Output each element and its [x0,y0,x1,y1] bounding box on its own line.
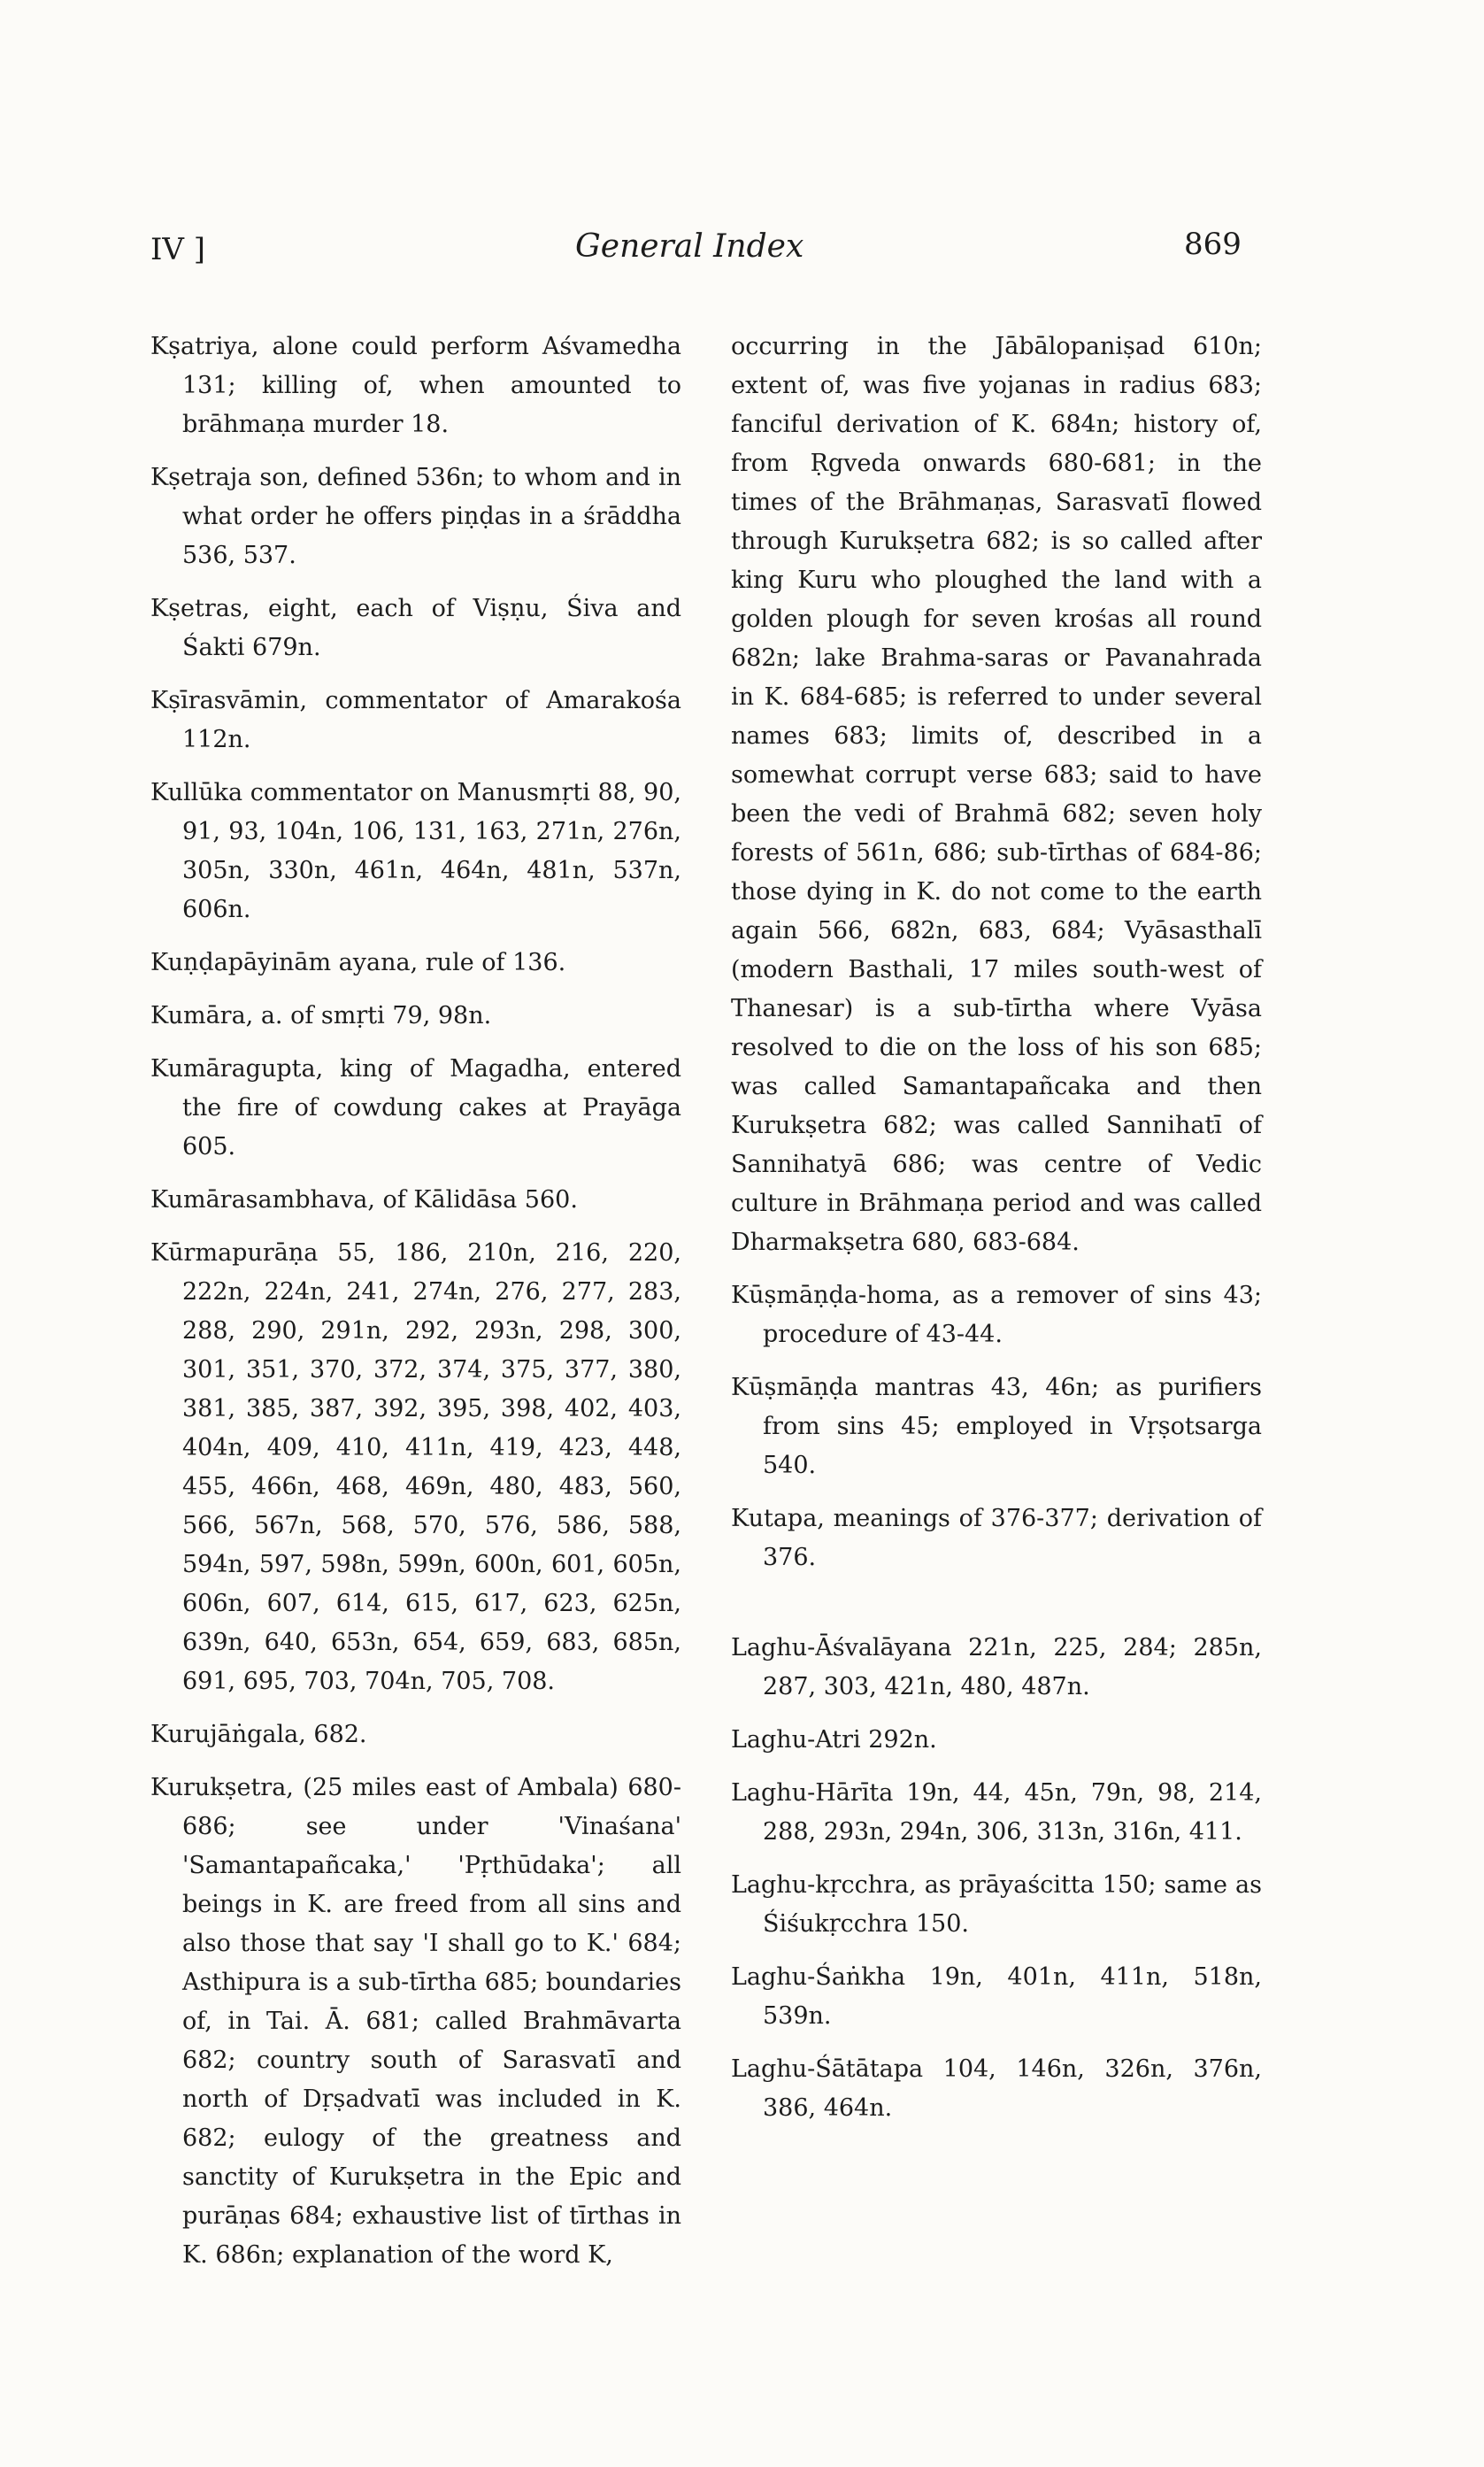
index-entry: Laghu-Śātātapa 104, 146n, 326n, 376n, 386, 464n. [731,2055,1262,2122]
index-entry: Kṣīrasvāmin, commentator of Amarakośa 112n. [150,687,681,753]
index-entry: Kūrmapurāṇa 55, 186, 210n, 216, 220, 222n, 224n, 241, 274n, 276, 277, 283, 288, 290, 291n, 292, 293n, 298, 300, 301, 351, 370, 372, 374, 375, 377, 380, 381, 385, 387, 392, 395, 398, 402, 403, 404n, 409, 410, 411n, 419, 423, 448, 455, 466n, 468, 469n, 480, 483, 560, 566, 567n, 568, 570, 576, 586, 588, 594n, 597, 598n, 599n, 600n, 601, 605n, 606n, 607, 614, 615, 617, 623, 625n, 639n, 640, 653n, 654, 659, 683, 685n, 691, 695, 703, 704n, 705, 708. [150,1239,681,1695]
page-number: 869 [1184,227,1242,262]
index-entry: Kūṣmāṇḍa-homa, as a remover of sins 43; procedure of 43-44. [731,1282,1262,1348]
index-entry: Laghu-Āśvalāyana 221n, 225, 284; 285n, 287, 303, 421n, 480, 487n. [731,1634,1262,1700]
index-entry: Kṣatriya, alone could perform Aśvamedha 131; killing of, when amounted to brāhmaṇa murder 18. [150,333,681,438]
index-entry: Laghu-kṛcchra, as prāyaścitta 150; same as Śiśukṛcchra 150. [731,1871,1262,1938]
index-entry: Kullūka commentator on Manusmṛti 88, 90, 91, 93, 104n, 106, 131, 163, 271n, 276n, 305n, 330n, 461n, 464n, 481n, 537n, 606n. [150,779,681,923]
index-entry: Kumāra, a. of smṛti 79, 98n. [150,1002,492,1029]
running-title: General Index [575,228,804,265]
index-entry: Kṣetras, eight, each of Viṣṇu, Śiva and Śakti 679n. [150,595,681,661]
page-header [0,221,1484,274]
index-entry-continued: occurring in the Jābālopaniṣad 610n; extent of, was five yojanas in radius 683; fanciful derivation of K. 684n; history of, from Ṛgveda onwards 680-681; in the times of the Brāhmaṇas, Sarasvatī flowed through Kurukṣetra 682; is so called after king Kuru who ploughed the land with a golden plough for seven krośas all round 682n; lake Brahma-saras or Pavanahrada in K. 684-685; is referred to under several names 683; limits of, described in a somewhat corrupt verse 683; said to have been the vedi of Brahmā 682; seven holy forests of 561n, 686; sub-tīrthas of 684-86; those dying in K. do not come to the earth again 566, 682n, 683, 684; Vyāsasthalī (modern Basthali, 17 miles south-west of Thanesar) is a sub-tīrtha where Vyāsa resolved to die on the loss of his son 685; was called Samantapañcaka and then Kurukṣetra 682; was called Sannihatī of Sannihatyā 686; was centre of Vedic culture in Brāhmaṇa period and was called Dharmakṣetra 680, 683-684. [731,333,1262,1256]
right-column [731,328,1262,2142]
index-entry: Laghu-Atri 292n. [731,1726,937,1754]
index-entry: Kūṣmāṇḍa mantras 43, 46n; as purifiers from sins 45; employed in Vṛṣotsarga 540. [731,1374,1262,1479]
index-entry: Laghu-Hārīta 19n, 44, 45n, 79n, 98, 214, 288, 293n, 294n, 306, 313n, 316n, 411. [731,1779,1262,1846]
chapter-marker: IV ] [150,232,206,267]
index-entry: Kuṇḍapāyinām ayana, rule of 136. [150,949,566,976]
index-entry: Laghu-Śaṅkha 19n, 401n, 411n, 518n, 539n. [731,1963,1262,2030]
index-entry: Kumārasambhava, of Kālidāsa 560. [150,1186,578,1214]
left-column [150,328,681,2289]
index-entry: Kurujāṅgala, 682. [150,1721,367,1748]
index-entry: Kumāragupta, king of Magadha, entered the fire of cowdung cakes at Prayāga 605. [150,1055,681,1160]
index-entry: Kurukṣetra, (25 miles east of Ambala) 680-686; see under 'Vinaśana' 'Samantapañcaka,' 'Pṛthūdaka'; all beings in K. are freed from all sins and also those that say 'I shall go to K.' 684; Asthipura is a sub-tīrtha 685; boundaries of, in Tai. Ā. 681; called Brahmāvarta 682; country south of Sarasvatī and north of Dṛṣadvatī was included in K. 682; eulogy of the greatness and sanctity of Kurukṣetra in the Epic and purāṇas 684; exhaustive list of tīrthas in K. 686n; explanation of the word K, [150,1774,681,2269]
index-entry: Kutapa, meanings of 376-377; derivation of 376. [731,1505,1262,1571]
letter-group-gap [731,1592,1262,1629]
index-entry: Kṣetraja son, defined 536n; to whom and in what order he offers piṇḍas in a śrāddha 536, 537. [150,464,681,569]
